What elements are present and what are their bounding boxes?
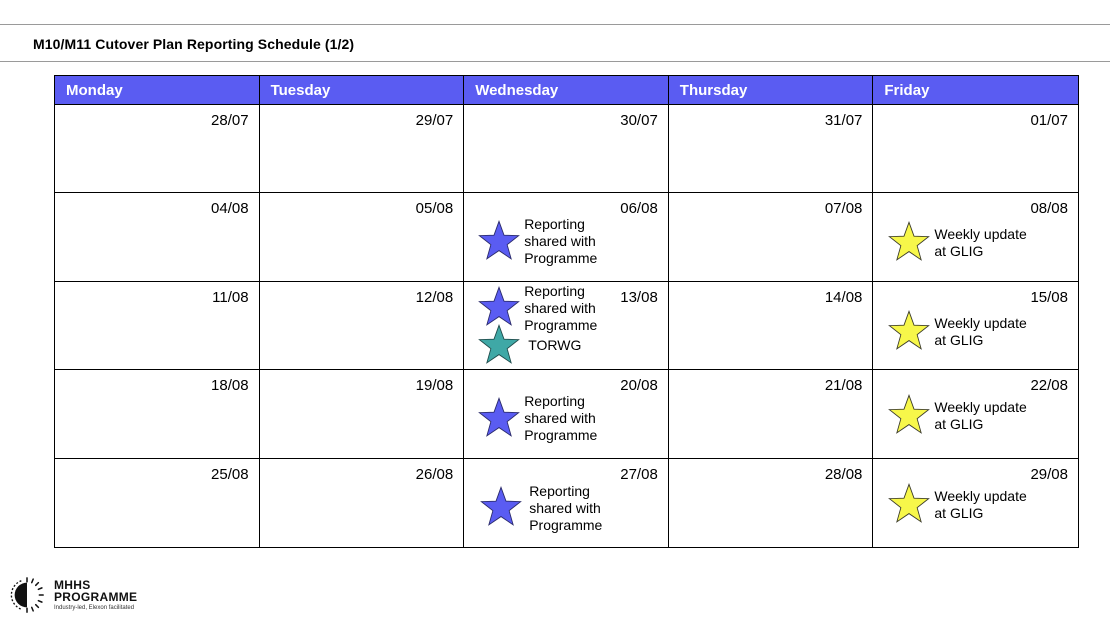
blue-star-icon (477, 220, 521, 264)
day-cell (260, 282, 465, 370)
logo-line-2: PROGRAMME (54, 590, 138, 604)
day-cell (464, 193, 669, 281)
header-wednesday: Wednesday (464, 76, 669, 105)
yellow-star-icon (887, 221, 931, 265)
weekly-update-event (887, 221, 1034, 265)
yellow-star-icon (887, 483, 931, 527)
day-cell (669, 105, 874, 193)
page-title: M10/M11 Cutover Plan Reporting Schedule (1/2) (33, 36, 355, 52)
logo-tagline: Industry-led, Elexon facilitated (54, 605, 135, 611)
reporting-event (479, 483, 609, 534)
day-cell (464, 459, 669, 547)
day-cell (55, 193, 260, 281)
day-cell (464, 105, 669, 193)
yellow-star-icon (887, 310, 931, 354)
date-label: 27/08 (620, 465, 658, 483)
date-label: 29/07 (415, 112, 454, 129)
day-cell (873, 282, 1078, 370)
day-cell (669, 193, 874, 281)
event-label: Reporting shared with Programme (524, 393, 598, 444)
date-label: 21/08 (824, 377, 863, 395)
date-label: 18/08 (211, 377, 249, 395)
header-thursday: Thursday (669, 76, 874, 105)
date-label: 31/07 (824, 112, 863, 129)
weekly-update-event (887, 394, 1034, 438)
logo-mark-icon (8, 576, 46, 614)
day-cell (260, 193, 465, 281)
event-label: TORWG (528, 337, 582, 354)
date-label: 04/08 (211, 200, 249, 218)
day-cell (669, 459, 874, 547)
calendar-grid (54, 75, 1079, 548)
date-label: 28/07 (211, 112, 249, 129)
date-label: 29/08 (1030, 465, 1068, 483)
day-cell (260, 370, 465, 458)
event-label: Weekly update at GLIG (934, 399, 1027, 433)
blue-star-icon (477, 397, 521, 441)
date-label: 06/08 (620, 200, 658, 218)
day-cell (669, 370, 874, 458)
date-label: 25/08 (211, 465, 249, 483)
day-cell (873, 370, 1078, 458)
day-cell (464, 282, 669, 370)
date-label: 30/07 (620, 112, 658, 129)
logo-line-1: MHHS (54, 578, 91, 592)
day-cell (55, 370, 260, 458)
yellow-star-icon (887, 394, 931, 438)
date-label: 08/08 (1030, 200, 1068, 218)
day-cell (873, 105, 1078, 193)
day-cell (873, 459, 1078, 547)
reporting-event (477, 393, 604, 444)
day-cell (55, 459, 260, 547)
torwg-event (477, 324, 581, 368)
title-divider (0, 61, 1110, 62)
day-cell (260, 459, 465, 547)
day-cell (260, 105, 465, 193)
teal-star-icon (477, 324, 521, 368)
event-label: Weekly update at GLIG (934, 226, 1027, 260)
header-friday: Friday (873, 76, 1078, 105)
day-cell (873, 193, 1078, 281)
date-label: 01/07 (1030, 112, 1068, 129)
date-label: 12/08 (415, 288, 454, 306)
event-label: Reporting shared with Programme (524, 282, 598, 333)
date-label: 05/08 (415, 200, 454, 218)
event-group (477, 283, 604, 368)
weekly-update-event (887, 310, 1034, 354)
event-label: Weekly update at GLIG (934, 314, 1027, 348)
day-cell (464, 370, 669, 458)
date-label: 28/08 (824, 465, 863, 483)
day-cell (55, 105, 260, 193)
top-divider (0, 24, 1110, 25)
day-cell (669, 282, 874, 370)
blue-star-icon (479, 486, 523, 530)
reporting-event (477, 216, 604, 267)
date-label: 13/08 (620, 288, 658, 306)
event-label: Reporting shared with Programme (529, 482, 603, 533)
date-label: 07/08 (824, 200, 863, 218)
date-label: 15/08 (1030, 288, 1068, 306)
date-label: 11/08 (212, 288, 249, 306)
header-monday: Monday (55, 76, 260, 105)
date-label: 14/08 (824, 288, 863, 306)
weekly-update-event (887, 483, 1034, 527)
day-cell (55, 282, 260, 370)
header-tuesday: Tuesday (260, 76, 465, 105)
date-label: 22/08 (1030, 377, 1068, 395)
event-label: Weekly update at GLIG (934, 487, 1027, 521)
date-label: 20/08 (620, 377, 658, 395)
date-label: 26/08 (415, 465, 454, 483)
mhhs-logo (8, 576, 137, 614)
date-label: 19/08 (415, 377, 454, 395)
event-label: Reporting shared with Programme (524, 216, 598, 267)
